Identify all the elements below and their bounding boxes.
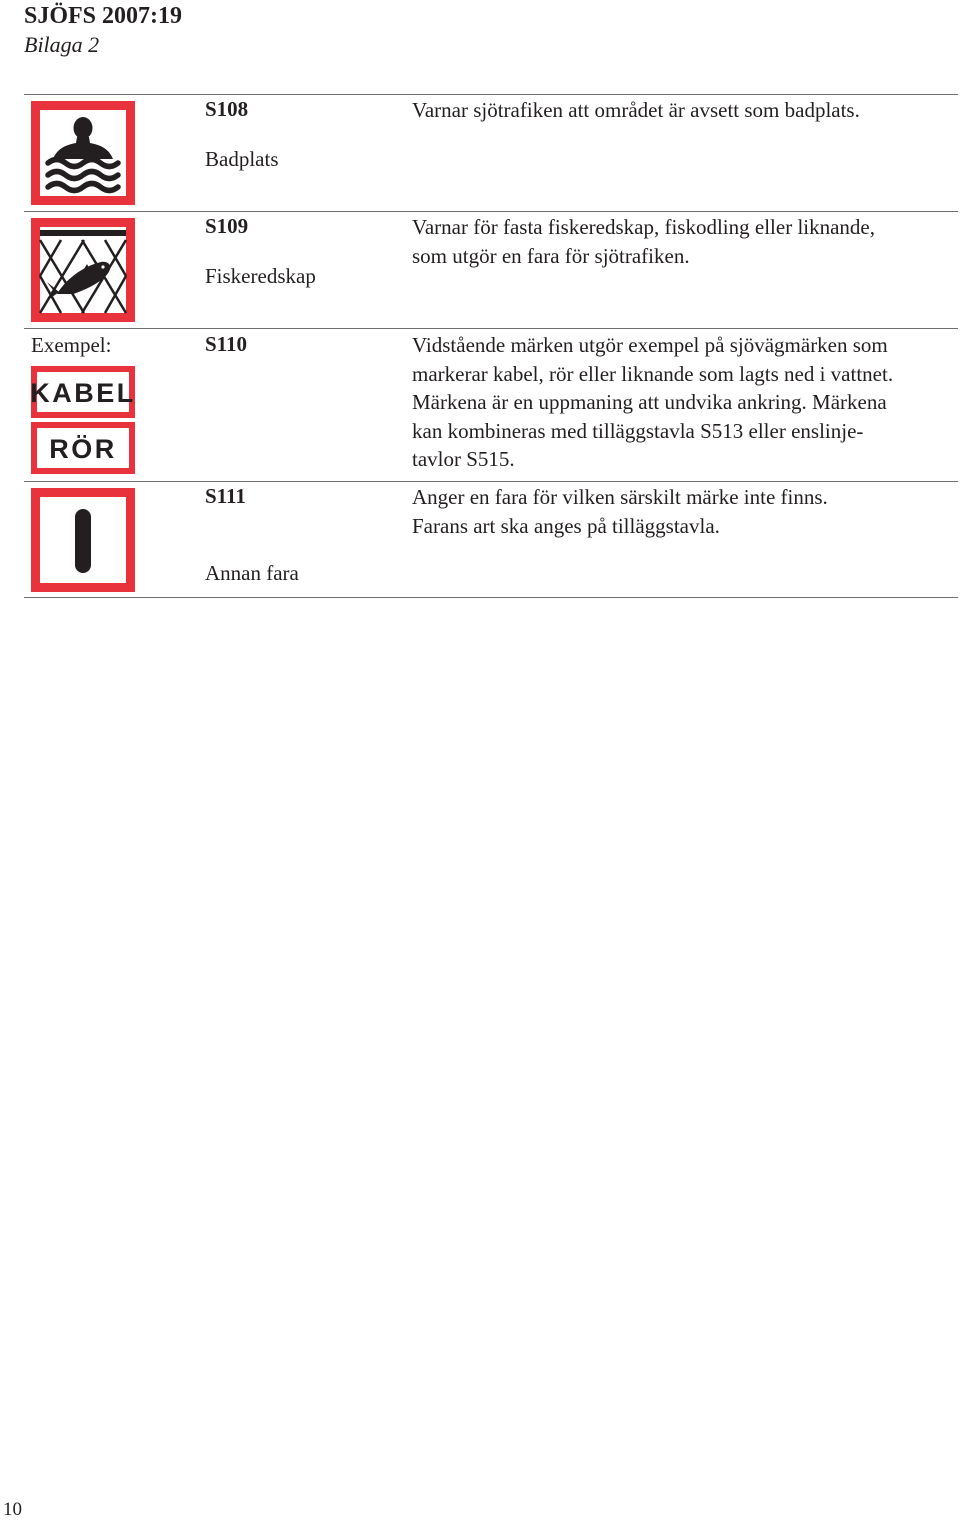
- fishing-gear-icon: [31, 218, 135, 322]
- sign-s108: [31, 101, 135, 205]
- kabel-plate: [31, 366, 135, 418]
- annex-label: Bilaga 2: [24, 32, 100, 57]
- swimmer-icon: [31, 101, 135, 205]
- description-line: kan kombineras med tilläggstavla S513 eller enslinje-: [412, 418, 864, 443]
- description-line: Märkena är en uppmaning att undvika ankring. Märkena: [412, 390, 887, 414]
- description-line: Anger en fara för vilken särskilt märke inte finns.: [412, 485, 828, 509]
- description-line: som utgör en fara för sjötrafiken.: [412, 243, 690, 268]
- sign-name: Annan fara: [205, 561, 299, 585]
- table-rule-bottom: [24, 597, 958, 598]
- sign-code: S110: [205, 332, 248, 356]
- sign-name: Fiskeredskap: [205, 264, 316, 288]
- sign-description: [412, 96, 958, 125]
- description-line: markerar kabel, rör eller liknande som lagts ned i vattnet.: [412, 361, 894, 386]
- page-number: 10: [3, 1499, 22, 1520]
- sign-description: [412, 213, 958, 270]
- kabel-sign-icon: [31, 366, 135, 418]
- document-id: SJÖFS 2007:19: [24, 3, 183, 29]
- description-line: Vidstående märken utgör exempel på sjövägmärken som: [412, 333, 888, 357]
- sign-description: [412, 483, 958, 540]
- ror-plate: [31, 422, 135, 474]
- description-line: Farans art ska anges på tilläggstavla.: [412, 513, 720, 538]
- sign-code: S111: [205, 484, 246, 508]
- plate-text: KABEL: [31, 378, 135, 408]
- plate-text: RÖR: [49, 434, 117, 464]
- sign-code: S108: [205, 97, 249, 121]
- sign-description: [412, 331, 958, 474]
- sign-s111: [31, 488, 135, 592]
- sign-code: S109: [205, 214, 249, 238]
- table-rule-top: [24, 94, 958, 95]
- table-rule: [24, 481, 958, 482]
- sign-name: Badplats: [205, 147, 279, 171]
- exclamation-bar-icon: [31, 488, 135, 592]
- description-line: Varnar sjötrafiken att området är avsett som badplats.: [412, 98, 860, 122]
- sign-s109: [31, 218, 135, 322]
- description-line: tavlor S515.: [412, 447, 515, 471]
- example-label: Exempel:: [31, 333, 112, 357]
- table-rule: [24, 328, 958, 329]
- table-rule: [24, 211, 958, 212]
- description-line: Varnar för fasta fiskeredskap, fiskodling eller liknande,: [412, 215, 876, 239]
- ror-sign-icon: [31, 422, 135, 474]
